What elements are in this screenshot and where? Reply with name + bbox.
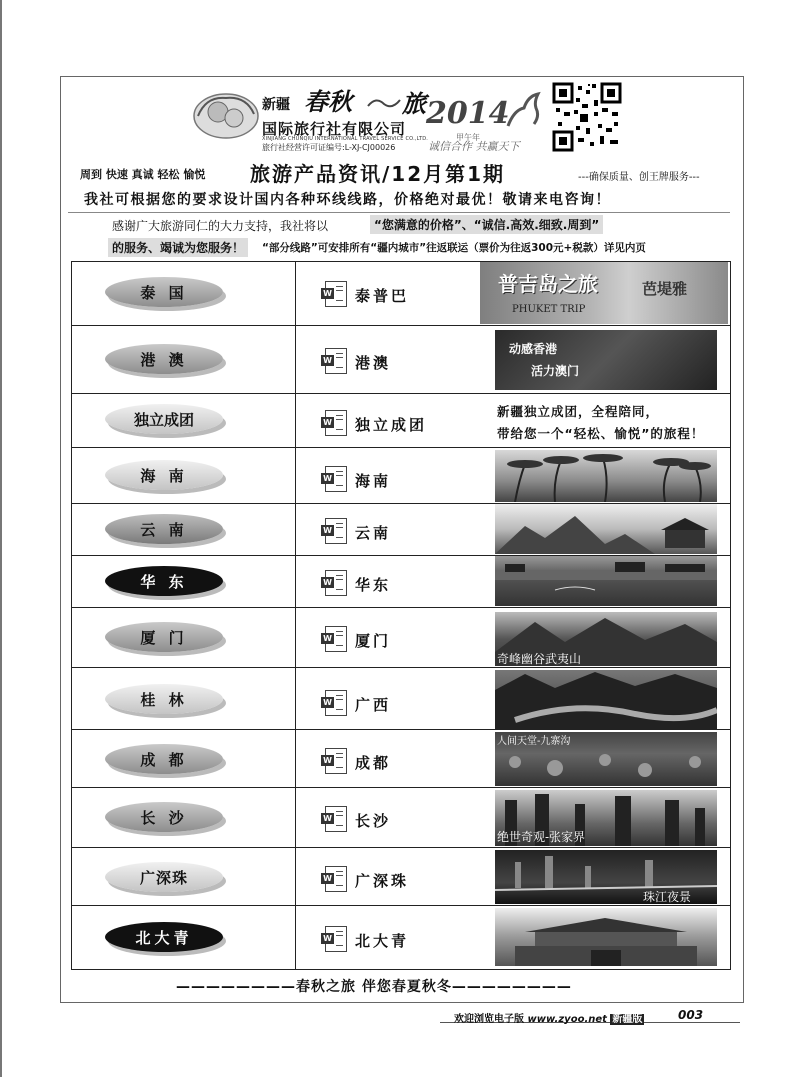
- region-pill[interactable]: [105, 344, 223, 374]
- photo-extra: 芭堤雅: [642, 280, 688, 298]
- website-line: [454, 1010, 644, 1025]
- word-doc-icon[interactable]: W: [321, 410, 347, 434]
- table-row: [71, 608, 731, 668]
- page-number: 003: [678, 1008, 704, 1022]
- product-link[interactable]: 港澳: [355, 354, 392, 372]
- table-row: [71, 906, 731, 968]
- photo-hongkong: [495, 330, 717, 390]
- footer-slogan: ————————春秋之旅 伴您春夏秋冬————————: [176, 979, 572, 995]
- photo-zhangjiajie: [495, 790, 717, 846]
- photo-caption: 绝世奇观-张家界: [497, 830, 586, 844]
- table-row: [71, 504, 731, 556]
- photo-caption: 动感香港: [509, 342, 558, 356]
- region-label: 厦 门: [140, 628, 188, 647]
- group-desc-1: 新疆独立成团，全程陪同，: [497, 404, 660, 419]
- region-label: 长 沙: [140, 808, 188, 827]
- photo-eastchina: [495, 556, 717, 606]
- photo-caption: 奇峰幽谷武夷山: [497, 652, 582, 666]
- table-row: [71, 556, 731, 608]
- group-desc-2: 带给您一个“轻松、愉悦”的旅程！: [497, 426, 705, 441]
- word-doc-icon[interactable]: W: [321, 748, 347, 772]
- table-row: [71, 448, 731, 504]
- brand-script-1: 春秋: [304, 87, 352, 116]
- photo-hainan: [495, 450, 717, 502]
- product-link[interactable]: 云南: [355, 524, 392, 542]
- table-row: [71, 848, 731, 906]
- photo-wuyishan: [495, 612, 717, 666]
- photo-jiuzhaigou: [495, 732, 717, 786]
- region-pill[interactable]: [105, 566, 223, 596]
- region-pill[interactable]: [105, 514, 223, 544]
- photo-caption: 珠江夜景: [643, 890, 692, 904]
- region-label: 泰 国: [140, 283, 188, 302]
- website-link[interactable]: www.zyoo.net: [527, 1014, 607, 1025]
- subtitle: 我社可根据您的要求设计国内各种环线线路，价格绝对最优！敬请来电咨询！: [84, 192, 611, 208]
- brand-script-2: 旅: [402, 89, 426, 118]
- region-label: 广深珠: [139, 868, 188, 887]
- region-label: 独立成团: [133, 410, 194, 429]
- photo-pearl-river: [495, 850, 717, 904]
- product-link[interactable]: 成都: [355, 754, 392, 772]
- region-pill[interactable]: [105, 277, 223, 307]
- website-prefix: 欢迎浏览电子版: [454, 1014, 524, 1025]
- region-label: 桂 林: [140, 690, 188, 709]
- notice-line2-b: “部分线路”可安排所有“疆内城市”往返联运（票价为往返300元+税款）详见内页: [262, 242, 646, 254]
- region-label: 成 都: [140, 750, 188, 769]
- word-doc-icon[interactable]: W: [321, 806, 347, 830]
- notice-line1-b: “您满意的价格”、“诚信.高效.细致.周到”: [370, 215, 603, 234]
- photo-thailand: [480, 262, 728, 324]
- word-doc-icon[interactable]: W: [321, 926, 347, 950]
- region-label: 华 东: [140, 572, 188, 591]
- photo-caption: 人间天堂-九寨沟: [497, 736, 571, 747]
- table-row: [71, 394, 731, 448]
- photo-yunnan: [495, 504, 717, 554]
- table-row: [71, 261, 731, 326]
- product-link[interactable]: 厦门: [355, 632, 392, 650]
- word-doc-icon[interactable]: W: [321, 866, 347, 890]
- region-label: 港 澳: [140, 350, 188, 369]
- cloud-emblem-icon: [190, 86, 262, 142]
- swirl-icon: [366, 96, 402, 110]
- product-link[interactable]: 华东: [355, 576, 392, 594]
- river-icon: [495, 670, 717, 730]
- qr-code-icon[interactable]: [552, 82, 622, 152]
- region-pill[interactable]: [105, 622, 223, 652]
- region-pill[interactable]: [105, 802, 223, 832]
- word-doc-icon[interactable]: W: [321, 518, 347, 542]
- word-doc-icon[interactable]: W: [321, 570, 347, 594]
- photo-sub: 活力澳门: [531, 364, 580, 378]
- word-doc-icon[interactable]: W: [321, 348, 347, 372]
- product-link[interactable]: 长沙: [355, 812, 392, 830]
- page-title: 旅游产品资讯/12月第1期: [250, 162, 506, 186]
- license-number: 旅行社经营许可证编号:L-XJ-CJ00026: [262, 143, 396, 152]
- region-pill[interactable]: [105, 744, 223, 774]
- table-row: [71, 668, 731, 730]
- word-doc-icon[interactable]: W: [321, 281, 347, 305]
- palm-trees-icon: [495, 450, 717, 502]
- edition-tag: 新疆版: [612, 1014, 643, 1025]
- header: [70, 80, 730, 156]
- product-link[interactable]: 广深珠: [355, 872, 410, 890]
- brand-prefix: 新疆: [262, 97, 290, 113]
- photo-sub: PHUKET TRIP: [512, 304, 586, 315]
- page-edge: [0, 0, 2, 1077]
- product-link[interactable]: 海南: [355, 472, 392, 490]
- notice-line2-a: 的服务、竭诚为您服务！: [108, 238, 248, 257]
- region-pill[interactable]: [105, 922, 223, 952]
- product-link[interactable]: 北大青: [355, 932, 410, 950]
- table-row: [71, 788, 731, 848]
- year-note: 甲午年: [456, 133, 480, 142]
- region-label: 云 南: [140, 520, 188, 539]
- region-pill[interactable]: [105, 404, 223, 434]
- region-pill[interactable]: [105, 684, 223, 714]
- horse-icon: [504, 90, 544, 130]
- product-link[interactable]: 广西: [355, 696, 392, 714]
- product-link[interactable]: 独立成团: [355, 416, 428, 434]
- company-name: 国际旅行社有限公司: [262, 120, 407, 138]
- company-english: XINJIANG CHUNQIU INTERNATIONAL TRAVEL SERVICE CO.,LTD.: [262, 136, 429, 142]
- tagline-left: 周到 快速 真诚 轻松 愉悦: [80, 168, 206, 181]
- word-doc-icon[interactable]: W: [321, 690, 347, 714]
- header-slogan: 诚信合作 共赢天下: [428, 140, 520, 153]
- product-link[interactable]: 泰普巴: [355, 287, 410, 305]
- photo-tiananmen: [495, 908, 717, 966]
- mountain-icon: [495, 504, 717, 554]
- table-row: [71, 326, 731, 394]
- tagline-right: ---确保质量、创王牌服务---: [578, 172, 700, 183]
- table-row: [71, 730, 731, 788]
- notice-line1-a: 感谢广大旅游同仁的大力支持，我社将以: [112, 219, 329, 233]
- region-pill[interactable]: [105, 862, 223, 892]
- region-pill[interactable]: [105, 460, 223, 490]
- photo-guilin: [495, 670, 717, 730]
- region-label: 北大青: [135, 928, 193, 947]
- year-text: 2014: [426, 96, 510, 131]
- photo-caption: 普吉岛之旅: [498, 272, 598, 296]
- tiananmen-icon: [495, 908, 717, 966]
- water-town-icon: [495, 556, 717, 606]
- region-label: 海 南: [140, 466, 188, 485]
- word-doc-icon[interactable]: W: [321, 626, 347, 650]
- word-doc-icon[interactable]: W: [321, 466, 347, 490]
